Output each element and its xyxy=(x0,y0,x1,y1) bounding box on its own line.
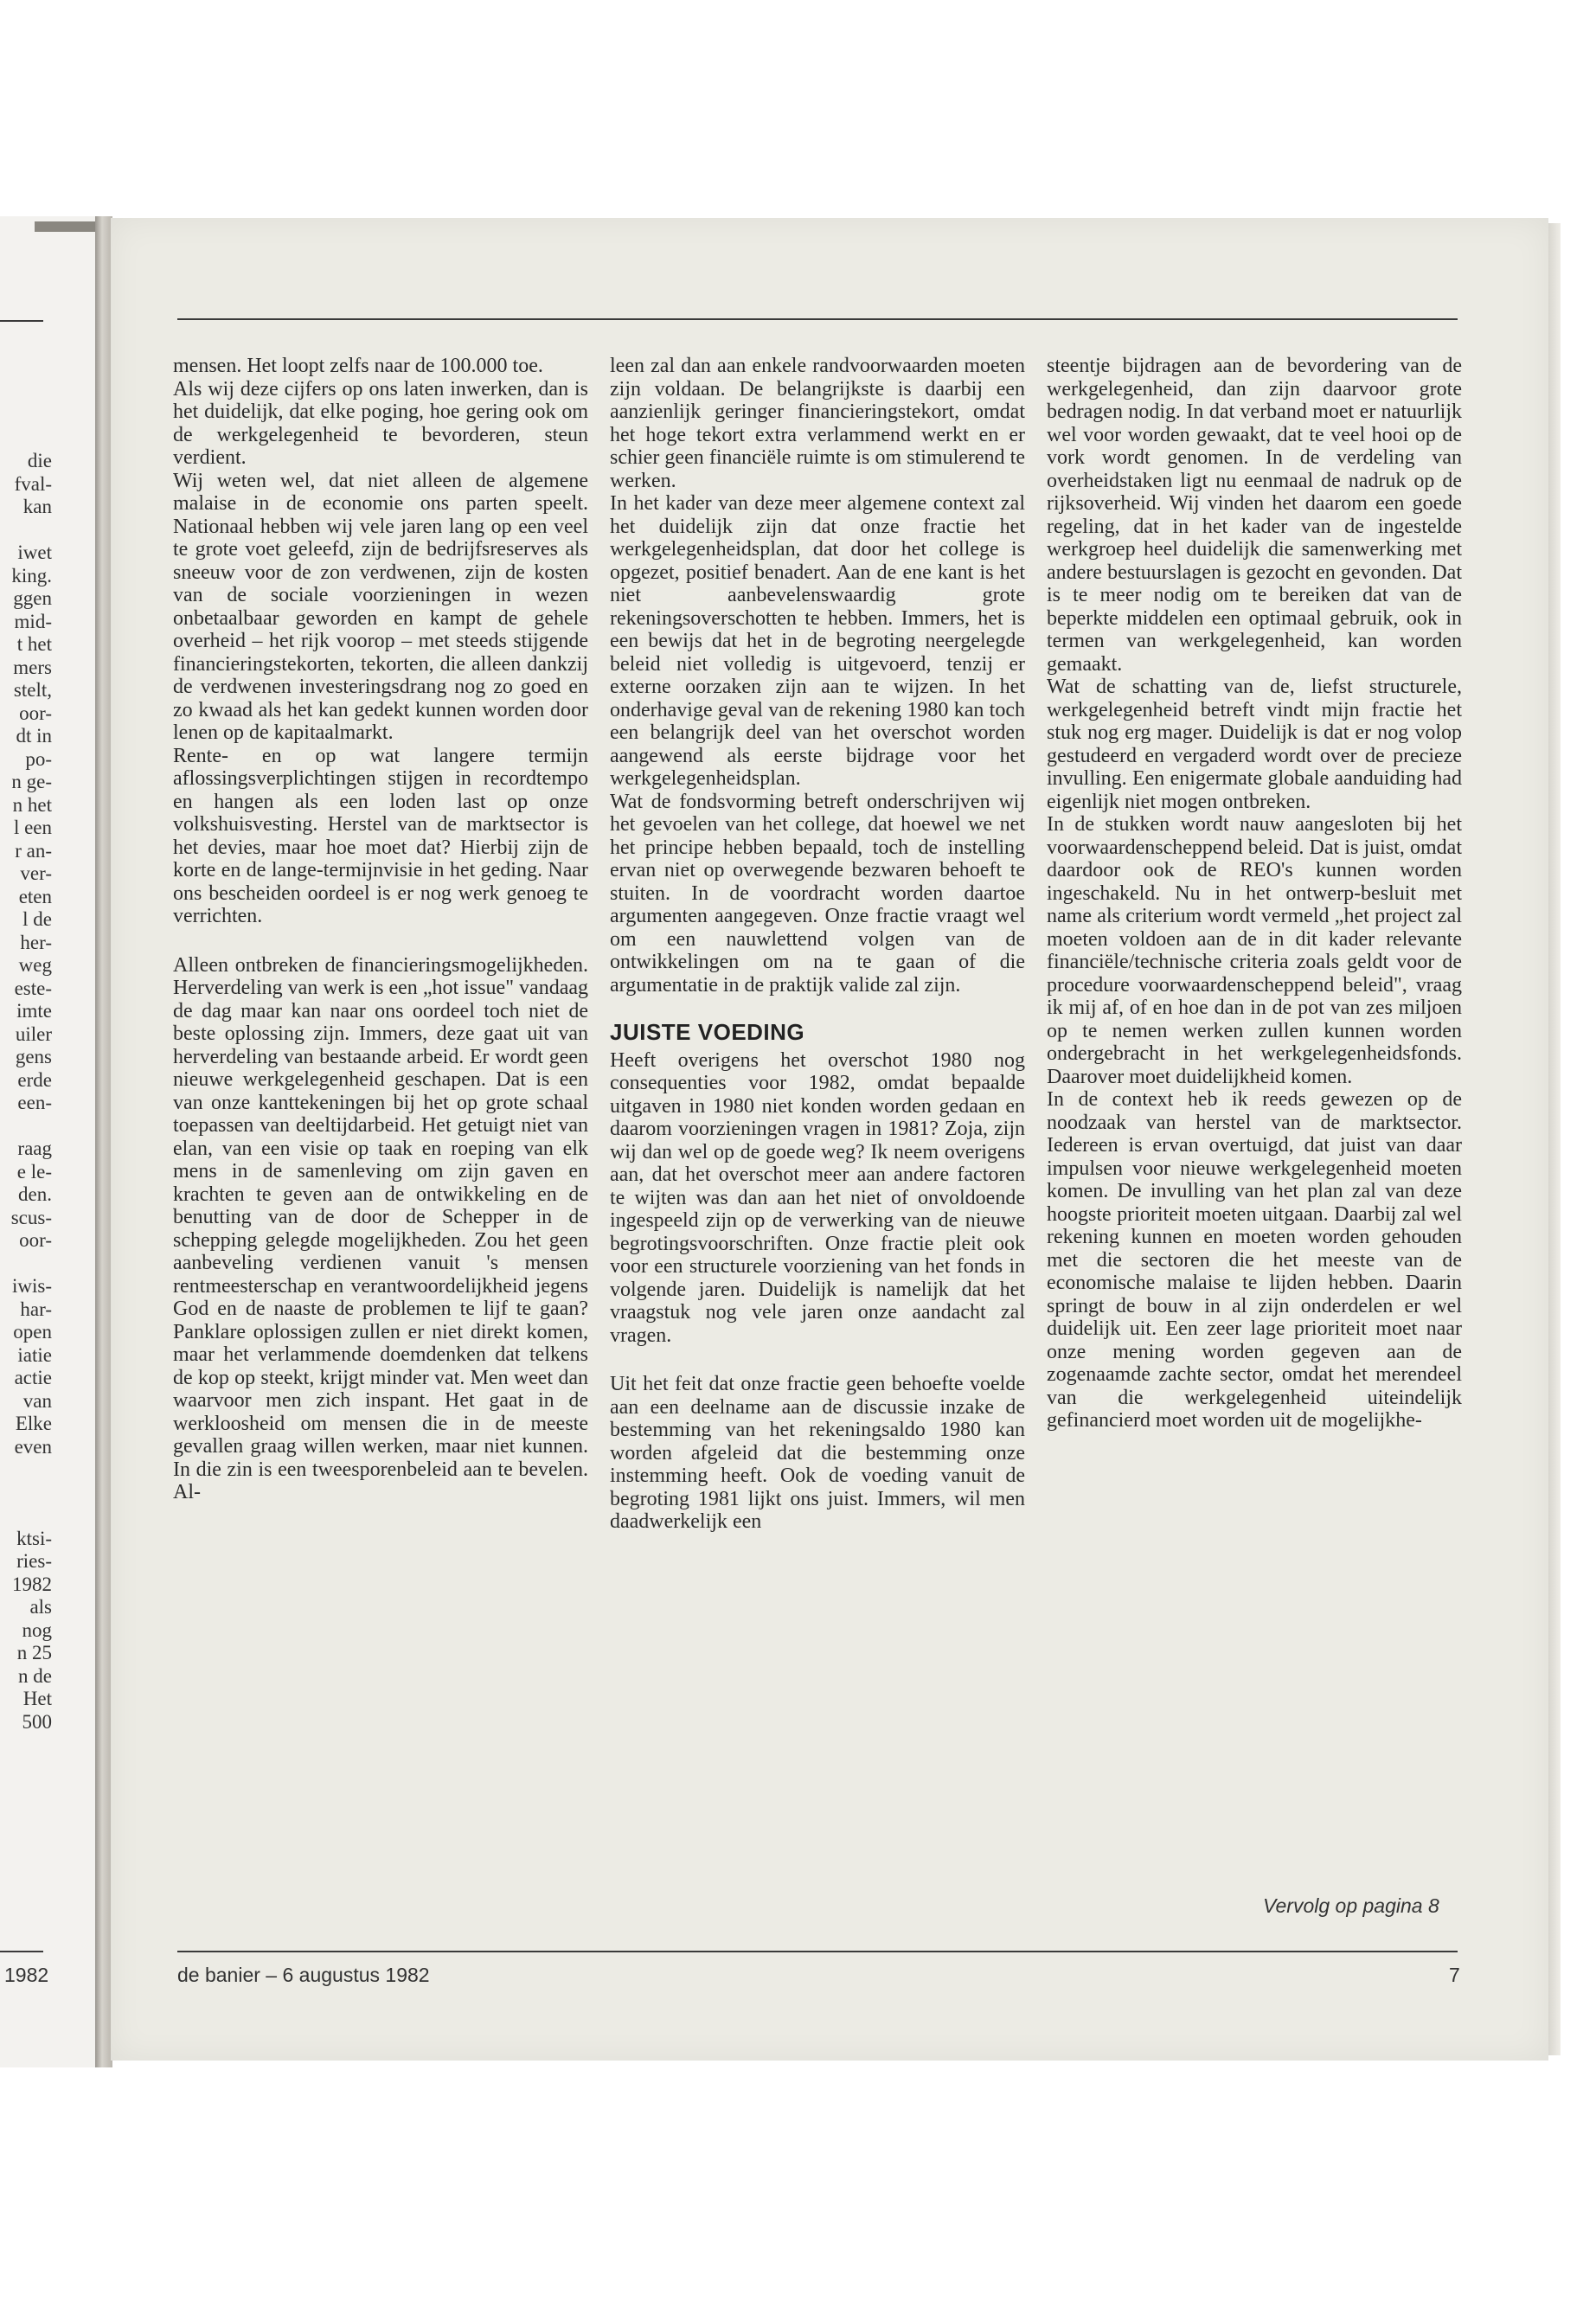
facing-page-fragment: imte xyxy=(16,1000,52,1022)
facing-page-top-rule xyxy=(0,320,43,322)
publication-line: de banier – 6 augustus 1982 xyxy=(177,1964,430,1986)
facing-page-bottom-rule xyxy=(0,1951,43,1952)
paragraph: Wat de schatting van de, liefst structurele, werkgelegenheid betreft vindt mijn fractie het stuk nog erg mager. Duidelijk is dat er nog volop gestudeerd en vergaderd wordt over de precieze invulling. Een enigermate globale aanduiding had eigenlijk niet mogen ontbreken. xyxy=(1047,676,1462,813)
paragraph: Rente- en op wat langere termijn aflossingsverplichtingen stijgen in recordtempo en hangen als een loden last op onze volkshuisvesting. Herstel van de marktsector is het devies, maar hoe moet dat? Hierbij zijn de korte en de lange-termijnvisie in het geding. Naar ons bescheiden oordeel is er nog werk genoeg te verrichten. xyxy=(173,744,588,927)
facing-page-fragment: een- xyxy=(17,1092,52,1113)
facing-page-fragment: mers xyxy=(13,656,52,678)
facing-page-fragment: van xyxy=(22,1389,52,1412)
facing-page-fragment: este- xyxy=(14,977,52,999)
facing-page-footer: 1982 xyxy=(4,1964,49,1986)
facing-page-fragment: weg xyxy=(18,954,52,976)
facing-page-text-fragments xyxy=(0,450,52,1734)
paragraph: Als wij deze cijfers op ons laten inwerken, dan is het duidelijk, dat elke poging, hoe gering ook om de werkgelegenheid te bevorderen, steun verdient. xyxy=(173,377,588,469)
facing-page-fragment: gens xyxy=(15,1046,52,1067)
facing-page-fragment: oor- xyxy=(19,1229,52,1251)
paragraph: mensen. Het loopt zelfs naar de 100.000 toe. xyxy=(173,355,543,377)
facing-page-fragment: po- xyxy=(25,747,52,770)
facing-page-fragment xyxy=(0,1253,52,1276)
page-number: 7 xyxy=(1449,1964,1460,1986)
facing-page-fragment: kan xyxy=(22,496,52,517)
facing-page-fragment: nog xyxy=(22,1618,52,1641)
facing-page-fragment: Elke xyxy=(15,1413,52,1434)
paragraph: Heeft overigens het overschot 1980 nog consequenties voor 1982, omdat bepaalde uitgaven in 1980 niet konden worden gedaan en daarom voorzieningen vragen in 1981? Zoja, zijn wij dan wel op de goede weg? Ik neem overigens aan, dat het overschot meer aan andere factoren te wijten was dan aan het niet of onvoldoende ingespeeld zijn op de verwerking van de nieuwe begrotingsvoorschriften. Onze fractie pleit ook voor een structurele voorziening van het fonds in volgende jaren. Duidelijk is namelijk dat het vraagstuk nog vele jaren onze aandacht zal vragen. xyxy=(610,1048,1025,1347)
column-1 xyxy=(173,355,588,1504)
facing-page-fragment: n de xyxy=(18,1664,52,1687)
facing-page-fragment xyxy=(0,1458,52,1482)
facing-page-fragment: ktsi- xyxy=(16,1527,52,1549)
paragraph: In het kader van deze meer algemene context zal het duidelijk zijn dat onze fractie het werkgelegenheidsplan, dat door het college is opgezet, positief benadert. Aan de ene kant is het niet aanbevelenswaardig grote rekeningsoverschotten te hebben. Immers, het is een bewijs dat het in de begroting neergelegde beleid niet volledig is uitgevoerd, tenzij er externe oorzaken zijn aan te wijzen. In het onderhavige geval van de rekening 1980 kan toch een belangrijk deel van het overschot worden aangewend als eerste bijdrage voor het werkgelegenheidsplan. xyxy=(610,492,1025,790)
paragraph: In de context heb ik reeds gewezen op de noodzaak van herstel van de marktsector. Iedereen is ervan overtuigd, dat juist van daar impulsen voor nieuwe werkgelegenheid moeten komen. De invulling van het plan zal van deze hoogste prioriteit moeten uitgaan. Daarbij zal wel rekening kunnen en moeten worden gehouden met die sectoren die het meeste van de economische malaise te lijden hebben. Daarin springt de bouw in al zijn onderdelen er wel duidelijk uit. Een zeer lage prioriteit moet naar onze mening worden gegeven aan de zogenaamde zachte sector, omdat het merendeel van die werkgelegenheid uiteindelijk gefinancierd moet worden uit de mogelijkhe- xyxy=(1047,1088,1462,1432)
paragraph: steentje bijdragen aan de bevordering van de werkgelegenheid, dan zijn daarvoor grote bedragen nodig. In dat verband moet er natuurlijk wel voor worden gewaakt, dat te veel hooi op de vork wordt genomen. In de verdeling van overheidstaken ligt nu eenmaal de nadruk op de rijksoverheid. Wij vinden het daarom een goede regeling, dat in het kader van de ingestelde werkgroep heel duidelijk die samenwerking met andere bestuurslagen is gezocht en gevonden. Dat is te meer nodig om te bereiken dat van de beperkte middelen een optimaal gebruik, ook in termen van werkgelegenheid, kan worden gemaakt. xyxy=(1047,355,1462,676)
page-edge xyxy=(1548,223,1561,2055)
facing-page-fragment: 1982 xyxy=(12,1573,52,1595)
facing-page-fragment: r an- xyxy=(15,839,52,862)
facing-page-fragment: l de xyxy=(22,908,52,930)
facing-page-fragment xyxy=(0,1482,52,1505)
facing-page-fragment: dt in xyxy=(16,725,52,747)
paragraph: In de stukken wordt nauw aangesloten bij het voorwaardenscheppend beleid. Dat is juist, omdat daardoor ook de REO's kunnen worden ingeschakeld. Nu in het ontwerp-besluit met name als criterium wordt vermeld „het project zal moeten voldoen aan de in dit kader relevante financiële/technische criteria zoals geldt voor de procedure voorwaardenscheppend beleid", vraag ik mij af, of en hoe dan in de pot van zes miljoen op te nemen werken zullen kunnen worden ondergebracht in het werkgelegenheidsfonds. Daarover moet duidelijkheid komen. xyxy=(1047,813,1462,1088)
facing-page-fragment: t het xyxy=(16,633,52,655)
facing-page-fragment xyxy=(0,1115,52,1138)
facing-page-fragment: fval- xyxy=(14,472,52,495)
paragraph: Alleen ontbreken de financieringsmogelijkheden. Herverdeling van werk is een „hot issue" vandaag de dag maar kan naar ons oordeel toch niet de beste oplossing zijn. Immers, deze gaat uit van herverdeling van bestaande arbeid. Er wordt geen nieuwe werkgelegenheid geschapen. Dat is een van onze kanttekeningen bij het op grote schaal toepassen van deeltijdarbeid. Het getuigt niet van elan, van een visie op taak en roeping van elk mens in de samenleving om zijn gaven en krachten te geven aan de ontwikkeling en de benutting van de door de Schepper in de schepping gelegde mogelijkheden. Zou het geen aanbeveling verdienen vanuit 's mensen rentmeesterschap en verantwoordelijkheid jegens God en de naaste de problemen te lijf te gaan? Panklare oplossigen zullen er niet direkt komen, maar het verlammende doemdenken dat telkens de kop op steekt, krijgt minder vat. Men weet dan waarvoor men zich inspant. Het gaat in de werkloosheid om mensen die in de meeste gevallen graag willen werken, maar niet kunnen. In die zin is een tweesporenbeleid aan te bevelen. Al- xyxy=(173,953,588,1503)
facing-page-fragment: ver- xyxy=(20,862,52,884)
column-2 xyxy=(610,355,1025,1534)
facing-page-fragment: n 25 xyxy=(16,1642,52,1663)
facing-page-fragment: even xyxy=(14,1435,52,1458)
column-3 xyxy=(1047,355,1462,1433)
facing-page-fragment: n het xyxy=(12,793,52,816)
facing-page-fragment: iwis- xyxy=(12,1275,52,1297)
facing-page-fragment: mid- xyxy=(14,610,52,632)
facing-page-fragment xyxy=(0,1504,52,1528)
facing-page-fragment: iwet xyxy=(17,542,52,563)
facing-page-fragment: l een xyxy=(13,817,52,838)
facing-page-fragment: als xyxy=(29,1596,52,1618)
facing-page-fragment: ggen xyxy=(13,587,52,609)
facing-page-fragment: raag xyxy=(17,1138,52,1159)
facing-page-fragment: den. xyxy=(18,1183,52,1205)
facing-page-fragment: open xyxy=(13,1321,52,1343)
facing-page-fragment: n ge- xyxy=(11,771,52,792)
facing-page-fragment: scus- xyxy=(10,1206,52,1228)
facing-page-fragment: stelt, xyxy=(13,679,52,701)
facing-page-fragment: uiler xyxy=(15,1022,52,1045)
facing-page-fragment: ries- xyxy=(16,1550,52,1572)
paragraph: Wat de fondsvorming betreft onderschrijven wij het gevoelen van het college, dat hoewel we net het principe hebben bepaald, toch de instelling ervan niet op overwegende bezwaren behoeft te stuiten. In de voordracht worden daartoe argumenten aangegeven. Onze fractie vraagt wel om een nauwlettend volgen van de ontwikkelingen om na te gaan of die argumentatie in de praktijk valide zal zijn. xyxy=(610,790,1025,997)
paragraph: Wij weten wel, dat niet alleen de algemene malaise in de economie ons parten speelt. Nationaal hebben wij vele jaren lang op een veel te grote voet geleefd, zijn de bedrijfsreserves als sneeuw voor de zon verdwenen, zijn de kosten van de sociale voorzieningen in wezen onbetaalbaar geworden en kampt de gehele overheid – het rijk voorop – met steeds stijgende financieringstekorten, tekorten, die alleen dankzij de verdwenen investeringsdrang nog zo goed en zo kwaad als het kan gedekt kunnen worden door lenen op de kapitaalmarkt. xyxy=(173,469,588,744)
facing-page-fragment: king. xyxy=(11,564,52,586)
paragraph: Uit het feit dat onze fractie geen behoefte voelde aan een deelname aan de discussie inzake de bestemming van het rekeningsaldo 1980 kan worden afgeleid dat die bestemming onze instemming heeft. Ook de voeding vanuit de begroting 1981 lijkt ons juist. Immers, wil men daadwerkelijk een xyxy=(610,1373,1025,1533)
facing-page-fragment: eten xyxy=(18,885,52,907)
book-spine xyxy=(95,216,112,2067)
facing-page-fragment xyxy=(0,519,52,542)
facing-page-fragment: die xyxy=(27,450,52,471)
paragraph: leen zal dan aan enkele randvoorwaarden moeten zijn voldaan. De belangrijkste is daarbij een aanzienlijk geringer financieringstekort, omdat het hoge tekort extra verlammend werkt en er schier geen financiële ruimte is om stimulerend te werken. xyxy=(610,355,1025,492)
facing-page-fragment: e le- xyxy=(16,1160,52,1183)
facing-page-fragment: erde xyxy=(17,1068,52,1091)
facing-page-fragment: Het xyxy=(22,1688,52,1709)
facing-page-fragment: actie xyxy=(14,1367,52,1388)
facing-page-fragment: har- xyxy=(20,1298,52,1320)
continued-notice: Vervolg op pagina 8 xyxy=(1263,1894,1439,1917)
footer-rule xyxy=(177,1951,1458,1952)
section-heading: JUISTE VOEDING xyxy=(610,1019,805,1045)
header-rule xyxy=(177,318,1458,320)
facing-page-fragment: iatie xyxy=(17,1343,52,1366)
facing-page-fragment: 500 xyxy=(22,1710,52,1733)
facing-page-fragment: oor- xyxy=(19,702,52,724)
facing-page-fragment: her- xyxy=(20,931,52,953)
